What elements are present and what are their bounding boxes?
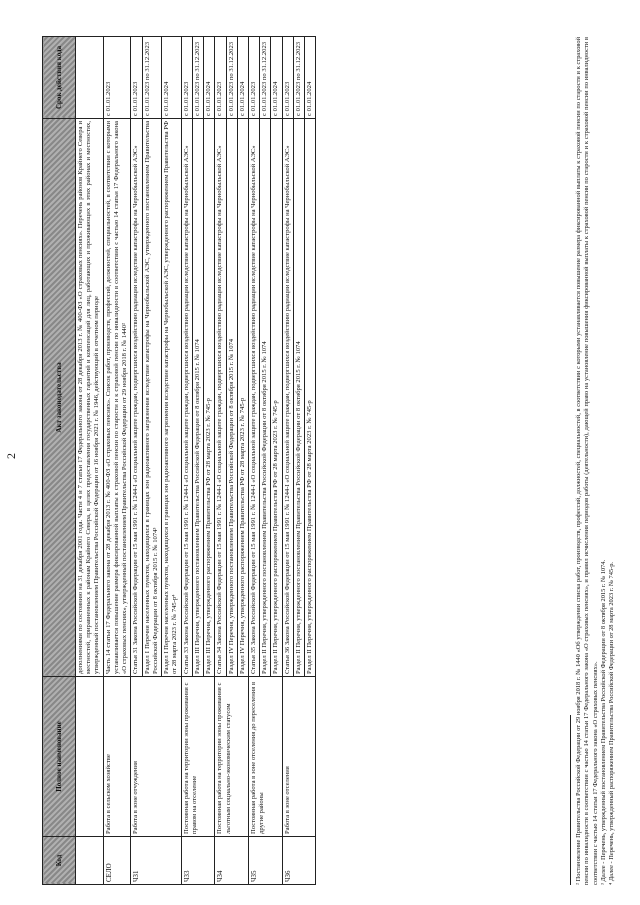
cell-term: с 01.01.2024 [162,37,181,119]
cell-act: Раздел II Перечня, утвержденного распоряжением Правительства РФ от 28 марта 2023 г. № 745-р [271,119,282,677]
table-header-row [43,37,76,885]
table-row [181,37,192,885]
cell-act: дополнениями по состоянию на 31 декабря 2001 года. Части 4 и 7 статьи 17 Федерального закона от 28 декабря 2013 г. № 400-ФЗ «О страховых пенсиях». Перечень районов Крайнего Севера и местностей, приравненных к районам Крайнего Севера, в целях предоставления государственных гарантий и компенсаций для лиц, работающих и проживающих в этих районах и местностях, утвержденный постановлением Правительства Российской Федерации от 16 ноября 2021 г. № 1946, действующий в отчетном периоде [76,119,104,677]
cell-act: Статья 33 Закона Российской Федерации от 15 мая 1991 г. № 1244-I «О социальной защите граждан, подвергшихся воздействию радиации вследствие катастрофы на Чернобыльской АЭС» [181,119,192,677]
codes-table [42,36,316,885]
cell-act: Часть 14 статьи 17 Федерального закона от 28 декабря 2013 г. № 400-ФЗ «О страховых пенсиях». Список работ, производств, профессий, должностей, специальностей, в соответствии с которыми устанавливается повышение размера фиксированной выплаты к страховой пенсии по старости и к страховой пенсии по инвалидности в соответствии с частью 14 статьи 17 Федерального закона «О страховых пенсиях», утвержденный постановлением Правительства Российской Федерации от 29 ноября 2018 г. № 1440² [103,119,131,677]
table-row [131,37,142,885]
cell-code: ЧЗ4 [215,837,249,885]
table-row [282,37,293,885]
cell-act: Раздел II Перечня, утвержденного постановлением Правительства Российской Федерации от 8 октября 2015 г. № 1074 [293,119,304,677]
cell-act: Раздел III Перечня, утвержденного распоряжением Правительства РФ от 28 марта 2023 г. № 745-р [204,119,215,677]
page-number: 2 [4,453,18,459]
cell-name [76,677,104,837]
cell-act: Статья 34 Закона Российской Федерации от 15 мая 1991 г. № 1244-I «О социальной защите граждан, подвергшихся воздействию радиации вследствие катастрофы на Чернобыльской АЭС» [215,119,226,677]
footnotes [575,37,617,885]
cell-term: с 01.01.2023 по 31.12.2023 [142,37,161,119]
cell-term: с 01.01.2024 [237,37,248,119]
cell-code: СЕЛО [103,837,131,885]
table-row [248,37,259,885]
cell-act: Раздел IV Перечня, утвержденного постановлением Правительства Российской Федерации от 8 октября 2015 г. № 1074 [226,119,237,677]
cell-act: Раздел IV Перечня, утвержденного распоряжением Правительства РФ от 28 марта 2023 г. № 745-р [237,119,248,677]
cell-term: с 01.01.2023 по 31.12.2023 [226,37,237,119]
cell-code [76,837,104,885]
header-name: Полное наименование [43,677,76,837]
cell-act: Раздел II Перечня, утвержденного постановлением Правительства Российской Федерации от 8 октября 2015 г. № 1074 [260,119,271,677]
cell-term: с 01.01.2023 по 31.12.2023 [192,37,203,119]
cell-act: Раздел III Перечня, утвержденного постановлением Правительства Российской Федерации от 8 октября 2015 г. № 1074 [192,119,203,677]
cell-act: Раздел II Перечня, утвержденного распоряжением Правительства РФ от 28 марта 2023 г. № 745-р [305,119,316,677]
cell-act: Раздел I Перечня населенных пунктов, находящихся в границах зон радиоактивного загрязнения вследствие катастрофы на Чернобыльской АЭС, утвержденного распоряжением Правительства РФ от 28 марта 2023 г. № 745-р⁴ [162,119,181,677]
footnote-2: ² Постановление Правительства Российской Федерации от 29 ноября 2018 г. № 1440 «Об утверждении списка работ, производств, профессий, должностей, специальностей, в соответствии с которыми устанавливается повышение размера фиксированной выплаты к страховой пенсии по старости и к страховой пенсии по инвалидности в соответствии с частью 14 статьи 17 Федерального закона «О страховых пенсиях», и правил исчисления периодов работы (деятельности), дающей право на установление повышения фиксированной выплаты к страховой пенсии по старости и к страховой пенсии по инвалидности в соответствии с частью 14 статьи 17 Федерального закона «О страховых пенсиях». [575,37,599,885]
cell-name: Работа в зоне отселения [282,677,316,837]
cell-term: с 01.01.2023 [181,37,192,119]
cell-term: с 01.01.2023 [215,37,226,119]
cell-name: Работа в сельском хозяйстве [103,677,131,837]
cell-term: с 01.01.2023 по 31.12.2023 [293,37,304,119]
table-row [76,37,104,885]
cell-term: с 01.01.2023 [131,37,142,119]
table-row [215,37,226,885]
cell-act: Раздел I Перечня населенных пунктов, находящихся в границах зон радиоактивного загрязнения вследствие катастрофы на Чернобыльской АЭС, утвержденного постановлением Правительства Российской Федерации от 8 октября 2015 г. № 1074³ [142,119,161,677]
footnote-4: ⁴ Далее - Перечень, утвержденный распоряжением Правительства Российской Федерации от 28 марта 2023 г. № 745-р. [608,561,616,885]
footnote-divider [570,715,571,885]
cell-code: ЧЗ1 [131,837,181,885]
cell-act: Статья 31 Закона Российской Федерации от 15 мая 1991 г. № 1244-I «О социальной защите граждан, подвергшихся воздействию радиации вследствие катастрофы на Чернобыльской АЭС» [131,119,142,677]
footnote-3: ³ Далее - Перечень, утвержденный постановлением Правительства Российской Федерации от 8 октября 2015 г. № 1074. [599,559,607,885]
cell-term: с 01.01.2023 [282,37,293,119]
cell-code: ЧЗ6 [282,837,316,885]
cell-name: Постоянная работа в зоне отселения до переселения в другие районы [248,677,282,837]
header-code: Код [43,837,76,885]
cell-name: Работа в зоне отчуждения [131,677,181,837]
cell-act: Статья 36 Закона Российской Федерации от 15 мая 1991 г. № 1244-I «О социальной защите граждан, подвергшихся воздействию радиации вследствие катастрофы на Чернобыльской АЭС» [282,119,293,677]
cell-term: с 01.01.2023 [248,37,259,119]
header-act: Акт законодательства [43,119,76,677]
cell-term: с 01.01.2024 [204,37,215,119]
table-row [103,37,131,885]
cell-term [76,37,104,119]
cell-act: Статья 35 Закона Российской Федерации от 15 мая 1991 г. № 1244-I «О социальной защите граждан, подвергшихся воздействию радиации вследствие катастрофы на Чернобыльской АЭС» [248,119,259,677]
cell-name: Постоянная работа на территории зоны проживания с правом на отселение [181,677,215,837]
cell-term: с 01.01.2023 по 31.12.2023 [260,37,271,119]
cell-code: ЧЗ5 [248,837,282,885]
cell-term: с 01.01.2024 [271,37,282,119]
cell-term: с 01.01.2024 [305,37,316,119]
cell-name: Постоянная работа на территории зоны проживания с льготным социально-экономическим статусом [215,677,249,837]
cell-term: с 01.01.2023 [103,37,131,119]
cell-code: ЧЗ3 [181,837,215,885]
header-term: Срок действия кода [43,37,76,119]
